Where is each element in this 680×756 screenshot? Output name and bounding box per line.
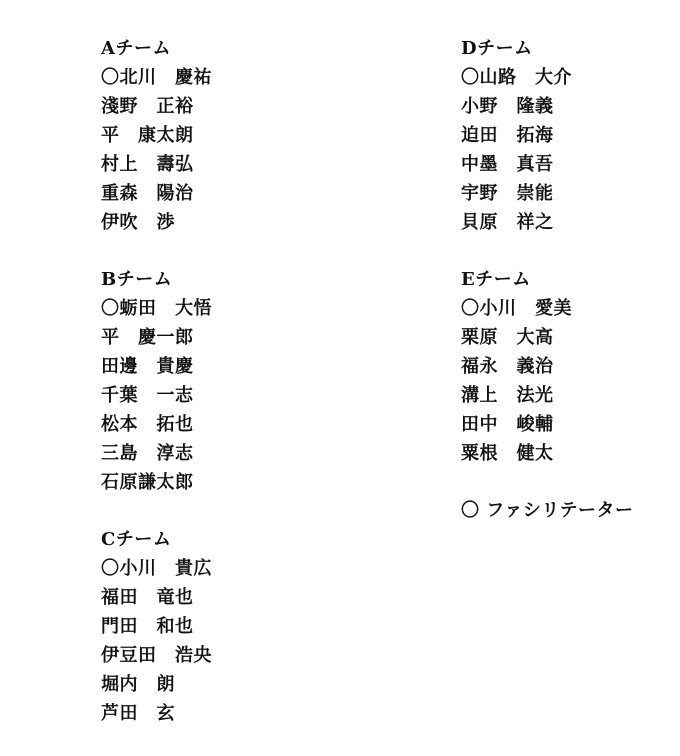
- team-member: 千葉 一志: [101, 385, 194, 406]
- team-member: 淺野 正裕: [101, 96, 194, 117]
- right-column: [461, 34, 680, 553]
- team-member: 福田 竜也: [101, 587, 194, 608]
- team-member: 〇小川 愛美: [461, 298, 572, 319]
- team-heading: Dチーム: [461, 38, 533, 59]
- team-member: 迫田 拓海: [461, 125, 554, 146]
- team-member: 芦田 玄: [101, 703, 175, 724]
- team-member: 平 康太朗: [101, 125, 194, 146]
- team-member: 重森 陽治: [101, 183, 194, 204]
- team-member: 堀内 朗: [101, 674, 175, 695]
- team-member: 田中 峻輔: [461, 414, 554, 435]
- team-member: 中墨 真吾: [461, 154, 554, 175]
- team-heading: Cチーム: [101, 529, 172, 550]
- team-member: 松本 拓也: [101, 414, 194, 435]
- left-column: [101, 34, 341, 756]
- team-member: 伊吹 渉: [101, 212, 175, 233]
- team-member: 三島 淳志: [101, 443, 194, 464]
- team-heading: Eチーム: [461, 269, 531, 290]
- team-member: 溝上 法光: [461, 385, 554, 406]
- team-heading: Bチーム: [101, 269, 173, 290]
- team-member: 石原謙太郎: [101, 472, 194, 493]
- team-member: 門田 和也: [101, 616, 194, 637]
- team-member: 栗原 大高: [461, 327, 554, 348]
- team-member: 小野 隆義: [461, 96, 554, 117]
- team-member: 伊豆田 浩央: [101, 645, 212, 666]
- team-member: 福永 義治: [461, 356, 554, 377]
- team-member: 〇小川 貴広: [101, 558, 212, 579]
- legend: [461, 496, 680, 525]
- facilitator-legend: 〇 ファシリテーター: [461, 500, 634, 521]
- team-member: 田邊 貴慶: [101, 356, 194, 377]
- team-member: 村上 壽弘: [101, 154, 194, 175]
- team-member: 宇野 崇能: [461, 183, 554, 204]
- team-b: [101, 265, 341, 497]
- team-member: 貝原 祥之: [461, 212, 554, 233]
- team-member: 〇蛎田 大悟: [101, 298, 212, 319]
- team-d: [461, 34, 680, 237]
- team-a: [101, 34, 341, 237]
- team-member: 粟根 健太: [461, 443, 554, 464]
- team-c: [101, 525, 341, 728]
- team-member: 〇山路 大介: [461, 67, 572, 88]
- team-e: [461, 265, 680, 468]
- team-member: 平 慶一郎: [101, 327, 194, 348]
- team-heading: Aチーム: [101, 38, 171, 59]
- team-member: 〇北川 慶祐: [101, 67, 212, 88]
